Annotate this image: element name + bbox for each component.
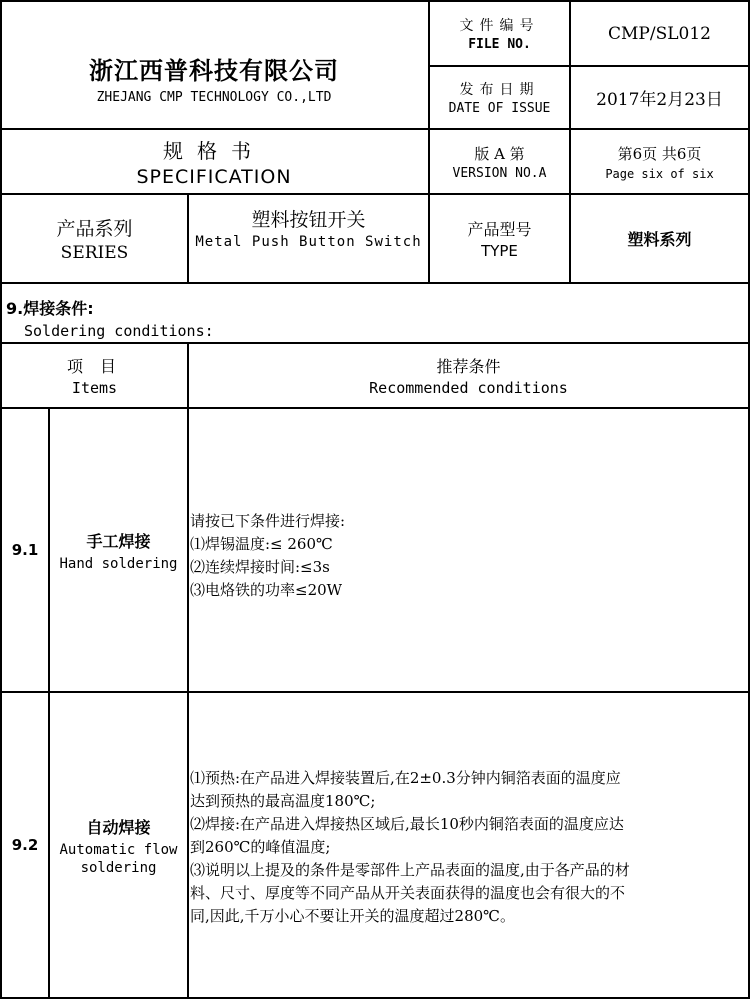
spec-block [0, 130, 428, 193]
row-number [2, 693, 48, 997]
conditions-header [189, 344, 748, 407]
line-h4 [0, 282, 750, 284]
date-label-en: DATE OF ISSUE [448, 101, 551, 116]
page-info [571, 130, 748, 193]
items-header [2, 344, 187, 407]
file-no-label-cn: 文件编号 [459, 18, 540, 34]
row-item-en-1: Automatic flow [59, 841, 178, 858]
type-value-text: 塑料系列 [627, 230, 692, 249]
company-name-en: ZHEJANG CMP TECHNOLOGY CO.,LTD [96, 90, 332, 105]
type-label [430, 195, 569, 282]
condition-line: ⑴焊锡温度:≤ 260℃ [190, 535, 333, 553]
row-item [50, 409, 187, 691]
condition-line: ⑶说明以上提及的条件是零部件上产品表面的温度,由于各产品的材 [190, 861, 630, 879]
company-block [0, 0, 428, 128]
row-item-cn: 自动焊接 [86, 817, 151, 837]
file-no-value-text: CMP/SL012 [608, 23, 711, 44]
version-label-en: VERSION NO.A [452, 165, 547, 181]
section-title-en: Soldering conditions: [24, 322, 214, 340]
row-number [2, 409, 48, 691]
condition-line: ⑵连续焊接时间:≤3s [190, 558, 330, 576]
section-title [6, 296, 746, 342]
file-no-label [430, 2, 569, 65]
row-conditions [190, 510, 746, 602]
row-item-en: Hand soldering [59, 555, 178, 572]
condition-line: ⑶电烙铁的功率≤20W [190, 581, 343, 599]
spec-title-cn: 规格书 [163, 139, 265, 163]
row-item [50, 693, 187, 997]
condition-line: 同,因此,千万小心不要让开关的温度超过280℃。 [190, 907, 515, 925]
date-label [430, 67, 569, 128]
file-no-value [571, 2, 748, 65]
condition-line: ⑴预热:在产品进入焊接装置后,在2±0.3分钟内铜箔表面的温度应 [190, 769, 621, 787]
condition-line: 请按已下条件进行焊接: [190, 512, 346, 530]
row-conditions [190, 767, 746, 928]
condition-line: 达到预热的最高温度180℃; [190, 792, 376, 810]
company-name-cn: 浙江西普科技有限公司 [89, 57, 339, 85]
conditions-header-cn: 推荐条件 [436, 357, 501, 376]
row-item-en-2: soldering [80, 859, 157, 876]
conditions-header-en: Recommended conditions [369, 379, 568, 397]
page-info-en: Page six of six [605, 166, 714, 181]
version-label-cn: 版 A 第 [474, 144, 525, 163]
date-value [571, 67, 748, 128]
version-label [430, 130, 569, 193]
product-name [189, 195, 428, 282]
line-v-table [187, 342, 189, 999]
series-label-en: SERIES [60, 243, 129, 263]
condition-line: ⑵焊接:在产品进入焊接热区域后,最长10秒内铜箔表面的温度应达 [190, 815, 624, 833]
page-info-cn: 第6页 共6页 [617, 144, 702, 163]
condition-line: 到260℃的峰值温度; [190, 838, 331, 856]
row-number-text: 9.1 [11, 541, 39, 559]
date-value-text: 2017年2月23日 [596, 90, 723, 110]
row-item-cn: 手工焊接 [86, 531, 151, 551]
row-number-text: 9.2 [11, 836, 39, 854]
items-header-cn: 项 目 [66, 357, 123, 376]
series-label [2, 195, 187, 282]
type-label-cn: 产品型号 [467, 220, 532, 239]
type-label-en: TYPE [481, 242, 518, 260]
product-name-en: Metal Push Button Switch [195, 234, 422, 250]
file-no-label-en: FILE NO. [468, 37, 531, 52]
type-value [571, 195, 748, 282]
items-header-en: Items [71, 379, 118, 397]
spec-title-en: SPECIFICATION [136, 166, 292, 188]
section-title-cn: 9.焊接条件: [6, 299, 94, 318]
series-label-cn: 产品系列 [56, 218, 133, 240]
product-name-cn: 塑料按钮开关 [251, 209, 366, 231]
date-label-cn: 发布日期 [459, 82, 540, 98]
condition-line: 料、尺寸、厚度等不同产品从开关表面获得的温度也会有很大的不 [190, 884, 626, 902]
